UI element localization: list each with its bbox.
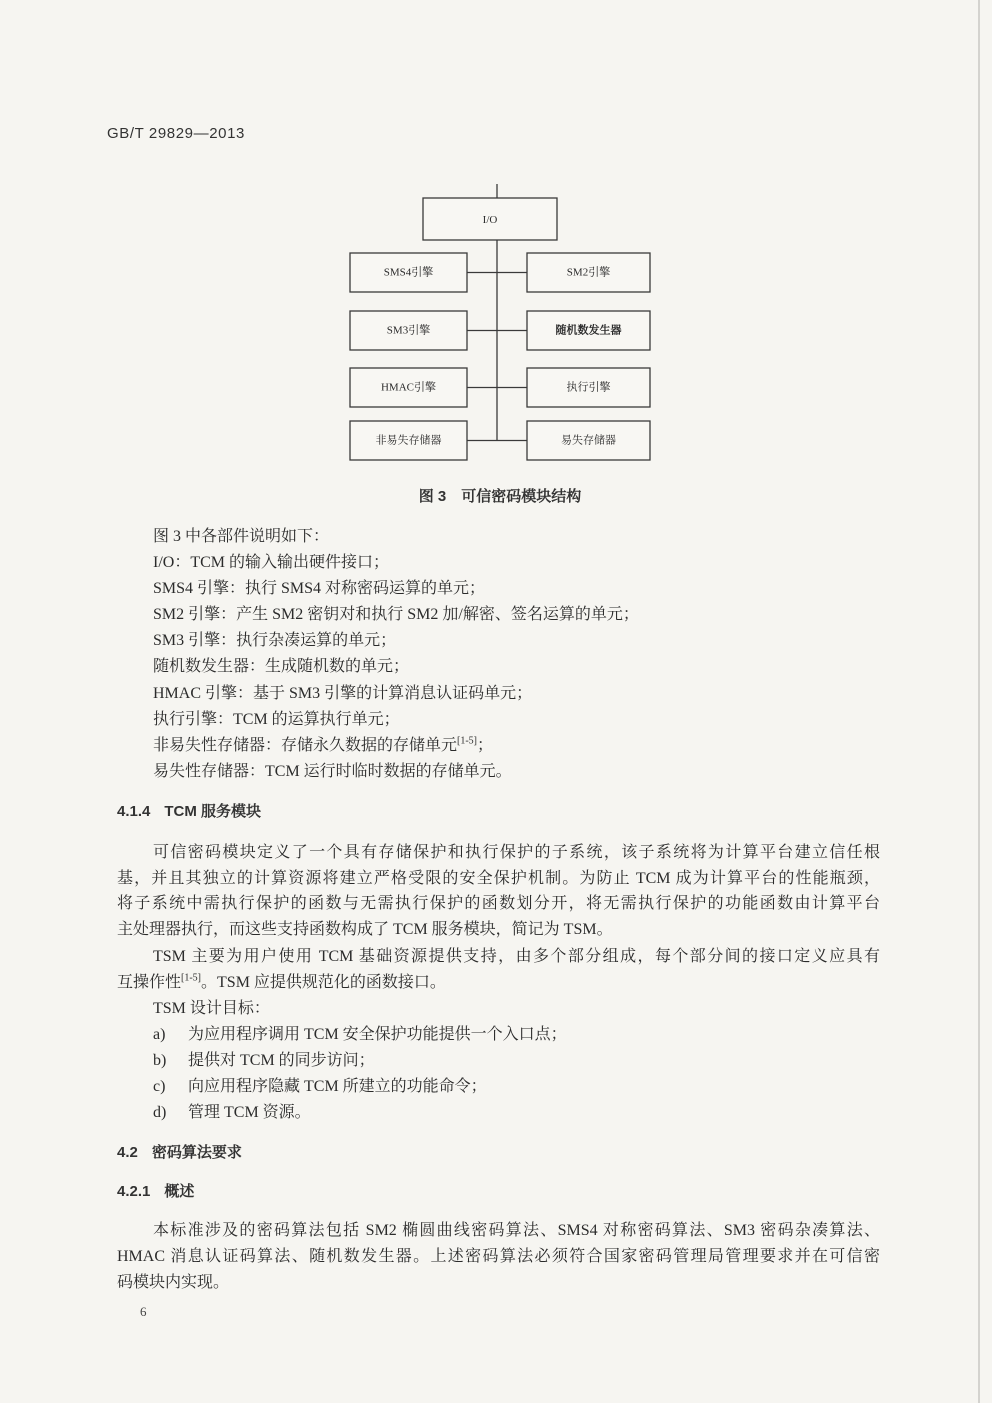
text-run: 互操作性 [117, 974, 182, 991]
io-box-label: I/O [482, 214, 498, 226]
volatile-storage-box [527, 421, 650, 460]
hmac-engine-label: HMAC引擎 [380, 381, 437, 394]
sm3-engine-label: SM3引擎 [386, 324, 431, 337]
list-marker: b) [153, 1052, 167, 1069]
legend-item: SM2 引擎：产生 SM2 密钥对和执行 SM2 加/解密、签名运算的单元； [153, 606, 639, 624]
io-box [423, 198, 557, 240]
tcm-structure-diagram [340, 180, 660, 470]
page-number: 6 [140, 1304, 147, 1319]
hmac-engine-box [350, 368, 467, 407]
paragraph-tcm-service [117, 840, 880, 943]
paragraph-line: 主处理器执行，而这些支持函数构成了 TCM 服务模块，简记为 TSM。 [117, 921, 613, 939]
list-marker: c) [153, 1078, 166, 1095]
list-marker: a) [153, 1026, 166, 1043]
paragraph-line: 可信密码模块定义了一个具有存储保护和执行保护的子系统，该子系统将为计算平台建立信任根 [153, 844, 880, 861]
nonvolatile-storage-label: 非易失存储器 [375, 434, 442, 447]
sms4-engine-label: SMS4引擎 [383, 266, 434, 279]
legend-item: HMAC 引擎：基于 SM3 引擎的计算消息认证码单元； [153, 684, 533, 702]
section-title: 密码算法要求 [151, 1144, 242, 1161]
execution-engine-label: 执行引擎 [566, 381, 611, 394]
section-heading-4-2-1 [117, 1180, 194, 1204]
legend-item: SMS4 引擎：执行 SMS4 对称密码运算的单元； [153, 580, 486, 598]
volatile-storage-label: 易失存储器 [561, 434, 616, 447]
section-heading-4-1-4 [117, 800, 261, 824]
paragraph-line: 码模块内实现。 [117, 1274, 230, 1291]
legend-item: 易失性存储器：TCM 运行时临时数据的存储单元。 [153, 762, 512, 780]
legend-item-tail: ； [477, 736, 494, 754]
list-item-text: 管理 TCM 资源。 [188, 1104, 311, 1121]
section-number: 4.2 [117, 1144, 138, 1161]
citation-ref: [1-5] [457, 735, 478, 747]
figure-caption: 图 3 可信密码模块结构 [418, 488, 582, 505]
sm2-engine-box [527, 253, 650, 292]
list-item-text: 提供对 TCM 的同步访问； [188, 1052, 375, 1069]
legend-item: I/O：TCM 的输入输出硬件接口； [153, 554, 390, 572]
component-legend [153, 524, 880, 785]
list-item [117, 1022, 880, 1048]
list-marker: d) [153, 1104, 167, 1121]
paragraph-tsm [117, 944, 880, 1126]
rng-label: 随机数发生器 [555, 324, 622, 337]
legend-item: 执行引擎：TCM 的运算执行单元； [153, 710, 400, 728]
list-item [117, 1048, 880, 1074]
section-heading-4-2 [117, 1141, 242, 1165]
legend-item [153, 733, 880, 759]
standard-code: GB/T 29829—2013 [107, 125, 245, 142]
execution-engine-box [527, 368, 650, 407]
text-run: 。TSM 应提供规范化的函数接口。 [201, 974, 446, 991]
scan-edge [978, 0, 980, 1403]
section-number: 4.2.1 [117, 1183, 151, 1200]
rng-box [527, 311, 650, 350]
sm3-engine-box [350, 311, 467, 350]
paragraph-overview [117, 1218, 880, 1296]
paragraph-line: 本标准涉及的密码算法包括 SM2 椭圆曲线密码算法、SMS4 对称密码算法、SM3 密码杂凑算法、 [153, 1222, 880, 1239]
paragraph-line: HMAC 消息认证码算法、随机数发生器。上述密码算法必须符合国家密码管理局管理要求并在可信密 [117, 1248, 880, 1265]
paragraph-line [117, 970, 880, 996]
list-item [117, 1074, 880, 1100]
section-title: 概述 [164, 1183, 195, 1200]
list-item-text: 为应用程序调用 TCM 安全保护功能提供一个入口点； [188, 1026, 567, 1043]
legend-intro: 图 3 中各部件说明如下： [153, 528, 330, 545]
legend-item: SM3 引擎：执行杂凑运算的单元； [153, 632, 397, 650]
legend-item-text: 非易失性存储器：存储永久数据的存储单元 [153, 736, 458, 754]
sms4-engine-box [350, 253, 467, 292]
legend-item: 随机数发生器：生成随机数的单元； [153, 658, 410, 676]
section-number: 4.1.4 [117, 803, 151, 820]
paragraph-line: 将子系统中需执行保护的函数与无需执行保护的函数划分开，将无需执行保护的功能函数由计算平台 [117, 895, 880, 913]
goals-label: TSM 设计目标： [153, 1000, 270, 1017]
list-item-text: 向应用程序隐藏 TCM 所建立的功能命令； [188, 1078, 487, 1095]
list-item [117, 1100, 880, 1126]
paragraph-line: TSM 主要为用户使用 TCM 基础资源提供支持，由多个部分组成，每个部分间的接口定义应具有 [153, 948, 880, 965]
citation-ref: [1-5] [181, 972, 202, 984]
nonvolatile-storage-box [350, 421, 467, 460]
paragraph-line: 基，并且其独立的计算资源将建立严格受限的安全保护机制。为防止 TCM 成为计算平台的性能瓶颈， [117, 869, 880, 887]
section-title: TCM 服务模块 [164, 803, 262, 820]
sm2-engine-label: SM2引擎 [566, 266, 611, 279]
